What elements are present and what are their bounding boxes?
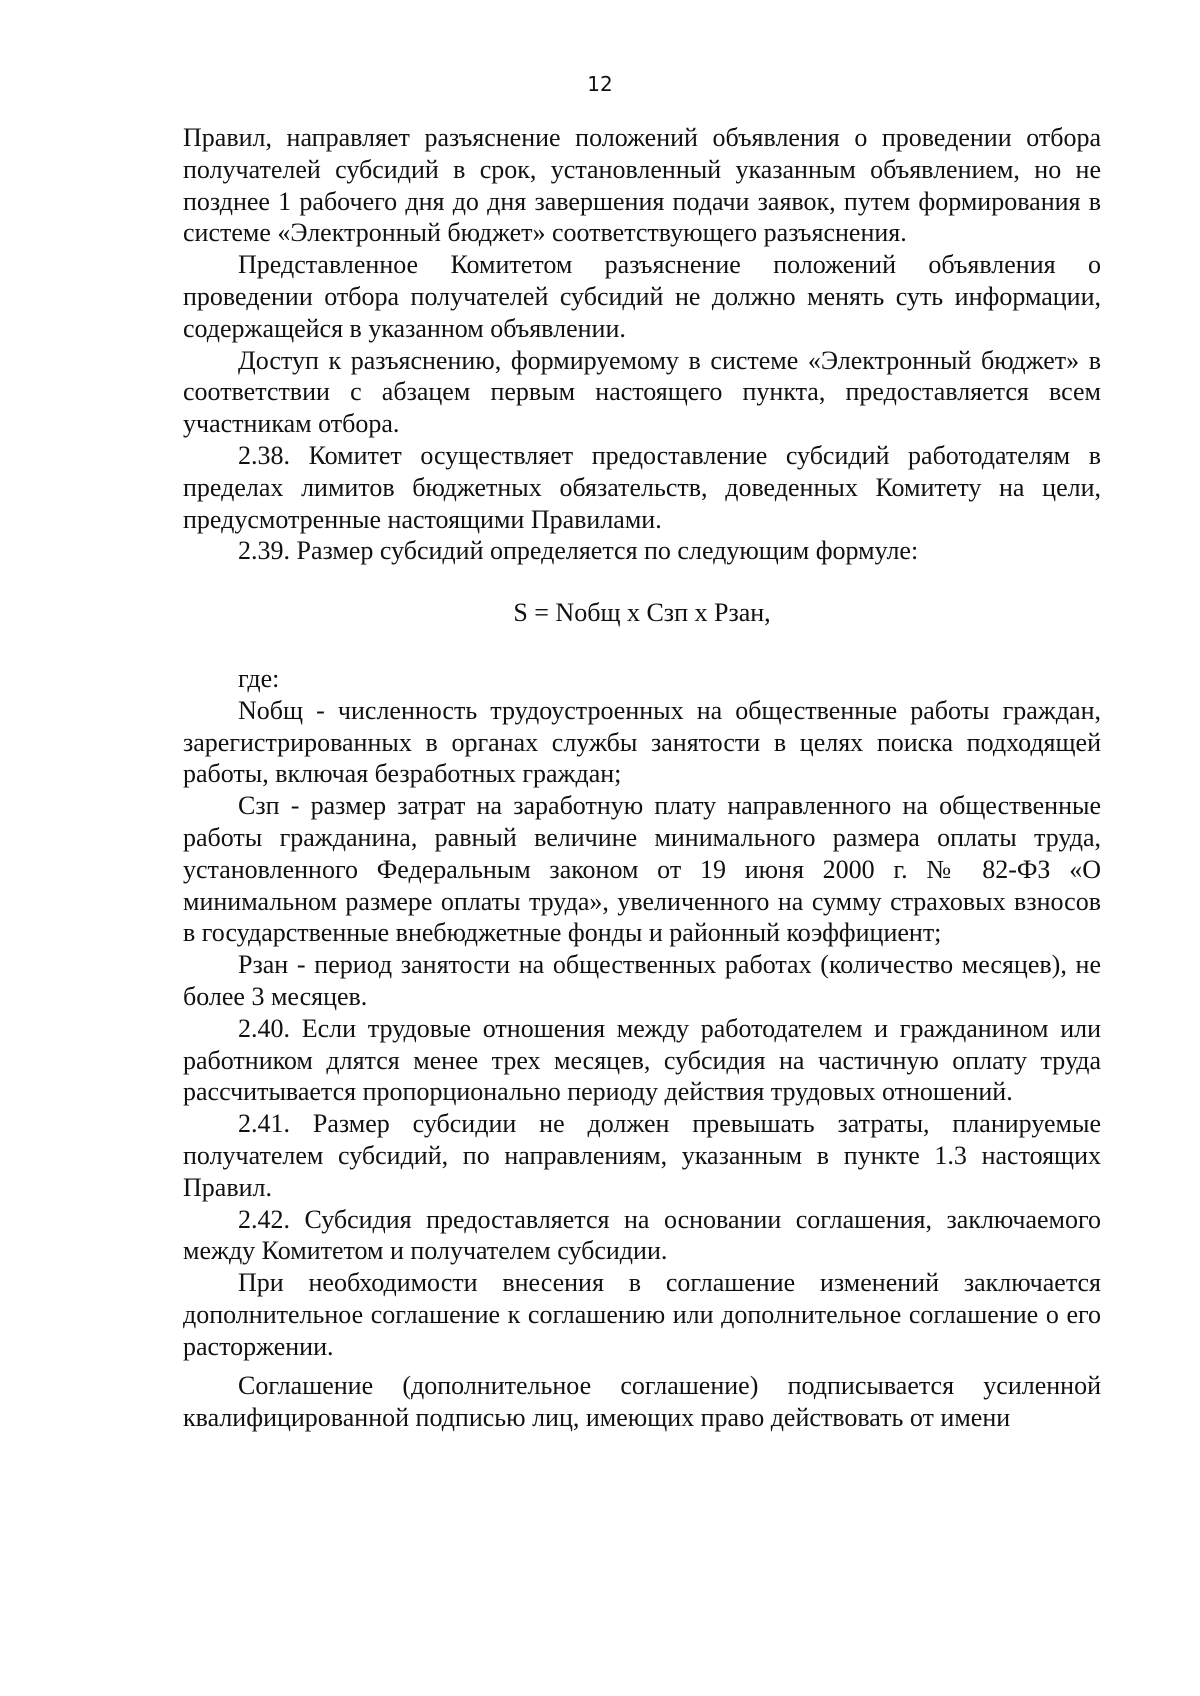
- definition-rzan: Рзан - период занятости на общественных работах (количество месяцев), не более 3 месяцев.: [183, 950, 1101, 1011]
- subsidy-formula: S = Nобщ х Сзп х Рзан,: [513, 598, 771, 628]
- definition-nobsch: Nобщ - численность трудоустроенных на общественные работы граждан, зарегистрированных в органах службы занятости в целях поиска подходящей работы, включая безработных граждан;: [183, 695, 1101, 789]
- paragraph-2-38: 2.38. Комитет осуществляет предоставление субсидий работодателям в пределах лимитов бюджетных обязательств, доведенных Комитету на цели, предусмотренные настоящими Правилами.: [183, 440, 1101, 534]
- paragraph-clarification-content: Представленное Комитетом разъяснение положений объявления о проведении отбора получателей субсидий не должно менять суть информации, содержащейся в указанном объявлении.: [183, 250, 1101, 343]
- paragraph-clarification-access: Доступ к разъяснению, формируемому в системе «Электронный бюджет» в соответствии с абзацем первым настоящего пункта, предоставляется всем участникам отбора.: [183, 345, 1101, 439]
- paragraph-2-41: 2.41. Размер субсидии не должен превышать затраты, планируемые получателем субсидий, по направлениям, указанным в пункте 1.3 настоящих Правил.: [183, 1109, 1101, 1202]
- paragraph-2-42: 2.42. Субсидия предоставляется на основании соглашения, заключаемого между Комитетом и получателем субсидии.: [183, 1204, 1101, 1266]
- paragraph-2-40: 2.40. Если трудовые отношения между работодателем и гражданином или работником длятся менее трех месяцев, субсидия на частичную оплату труда рассчитывается пропорционально периоду действия трудовых отношений.: [183, 1013, 1101, 1107]
- paragraph-amendments: При необходимости внесения в соглашение изменений заключается дополнительное соглашение к соглашению или дополнительное соглашение о его расторжении.: [183, 1268, 1101, 1361]
- definition-szp: Сзп - размер затрат на заработную плату направленного на общественные работы гражданина, равный величине минимального размера оплаты труда, установленного Федеральным законом от 19 июня 2000 г. № 82-ФЗ «О минимальном размере оплаты труда», увеличенного на сумму страховых взносов в государственные внебюджетные фонды и районный коэффициент;: [183, 791, 1101, 948]
- document-body: [183, 122, 1101, 1434]
- paragraph-2-39: 2.39. Размер субсидий определяется по следующим формуле:: [238, 536, 919, 566]
- formula-where-label: где:: [238, 663, 280, 693]
- page-number: 12: [587, 72, 613, 96]
- paragraph-clarification-deadline: Правил, направляет разъяснение положений объявления о проведении отбора получателей субсидий в срок, установленный указанным объявлением, но не позднее 1 рабочего дня до дня завершения подачи заявок, путем формирования в системе «Электронный бюджет» соответствующего разъяснения.: [183, 123, 1101, 248]
- paragraph-signature: Соглашение (дополнительное соглашение) подписывается усиленной квалифицированной подписью лиц, имеющих право действовать от имени: [183, 1371, 1101, 1433]
